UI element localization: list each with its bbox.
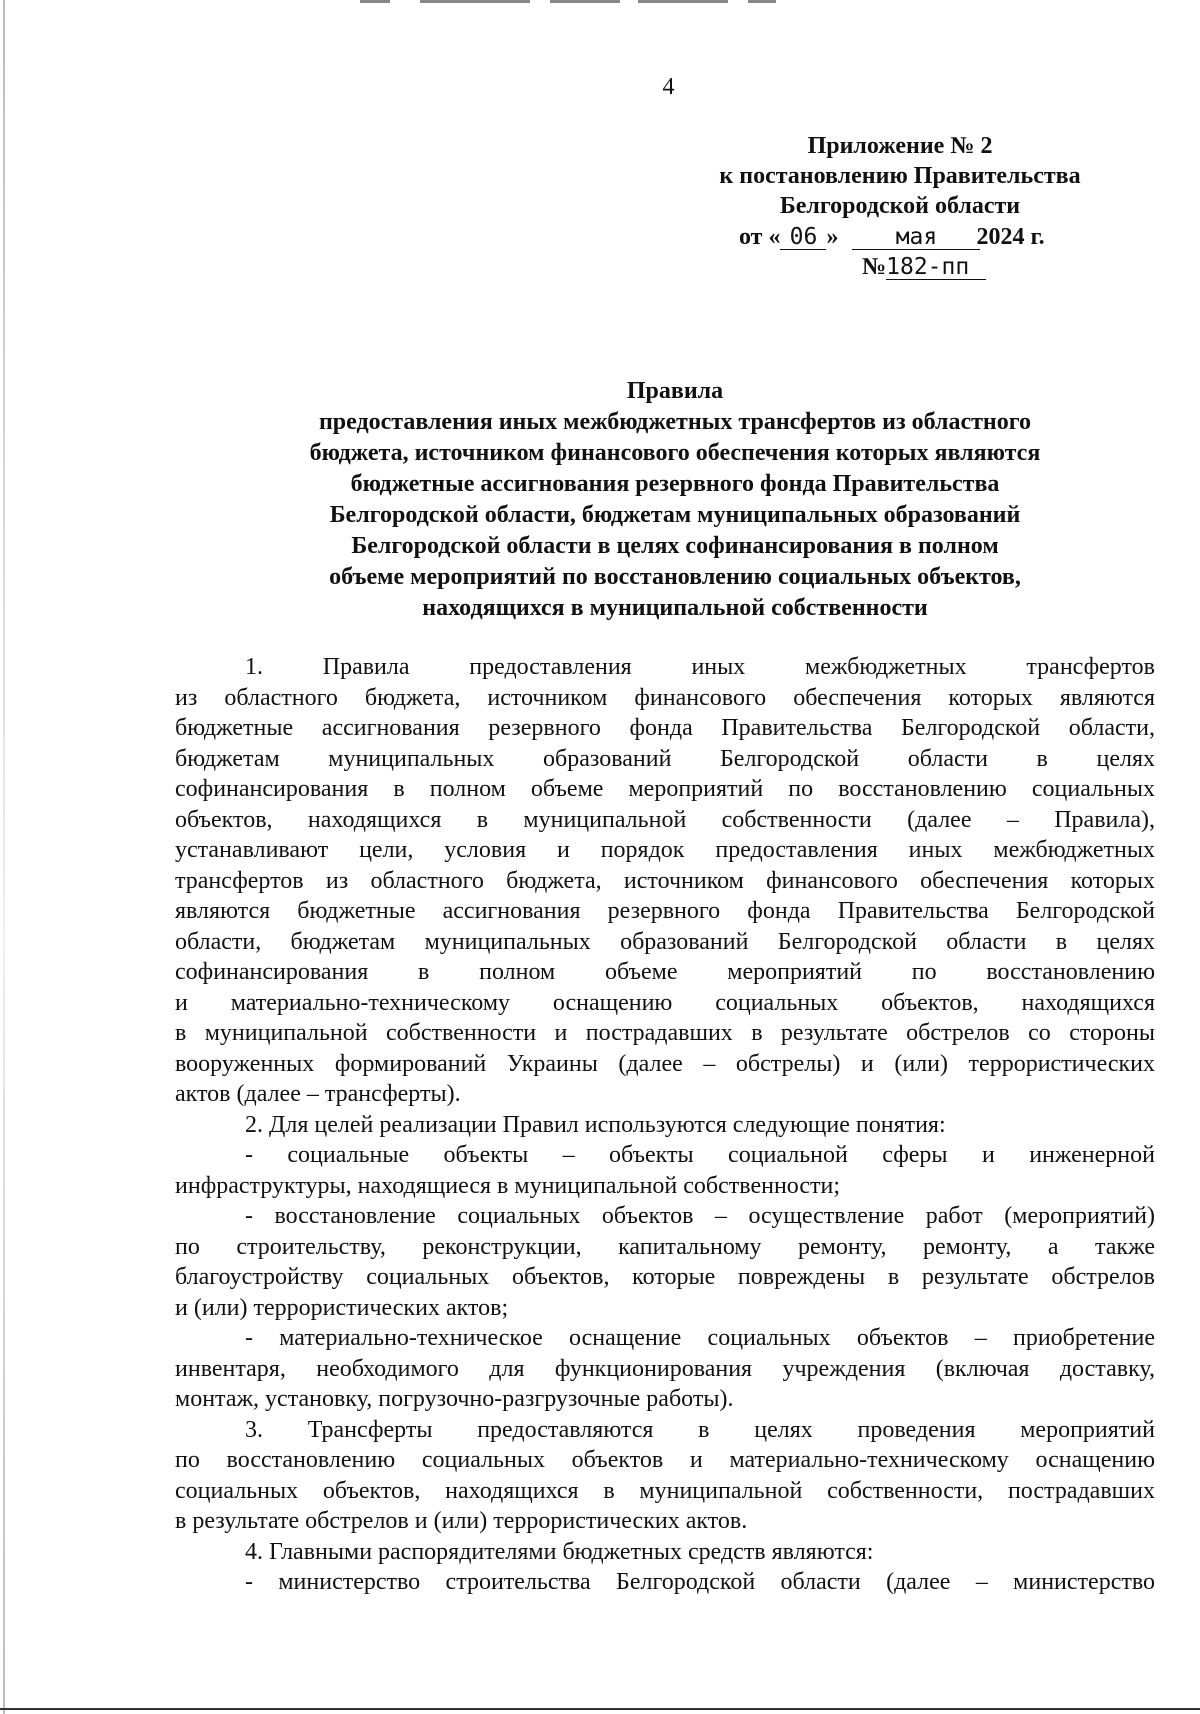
number-prefix: № bbox=[862, 254, 887, 280]
body-line: и материально-техническому оснащению социальных объектов, находящихся bbox=[175, 989, 1155, 1016]
body-line: из областного бюджета, источником финансового обеспечения которых являются bbox=[175, 684, 1155, 711]
appendix-header bbox=[660, 131, 1140, 221]
appendix-number bbox=[862, 254, 986, 281]
body-line: устанавливают цели, условия и порядок предоставления иных межбюджетных bbox=[175, 837, 1155, 863]
body-line: объектов, находящихся в муниципальной собственности (далее – Правила), bbox=[175, 806, 1155, 833]
page-number: 4 bbox=[662, 74, 675, 100]
document-body bbox=[175, 652, 1155, 1598]
date-month: мая bbox=[852, 225, 980, 250]
body-line: софинансирования в полном объеме мероприятий по восстановлению bbox=[175, 959, 1155, 985]
title-line: Белгородской области, бюджетам муниципальных образований bbox=[329, 502, 1021, 528]
scan-top-marks bbox=[360, 0, 780, 3]
body-line: вооруженных формирований Украины (далее – обстрелы) и (или) террористических bbox=[175, 1050, 1155, 1077]
body-line: благоустройству социальных объектов, которые повреждены в результате обстрелов bbox=[175, 1264, 1155, 1290]
body-line: трансфертов из областного бюджета, источником финансового обеспечения которых bbox=[175, 867, 1155, 894]
body-line: по восстановлению социальных объектов и материально-техническому оснащению bbox=[175, 1447, 1155, 1473]
date-year: 2024 г. bbox=[976, 224, 1045, 250]
date-day: 06 bbox=[780, 225, 826, 250]
appendix-region: Белгородской области bbox=[779, 193, 1021, 219]
title-line: объеме мероприятий по восстановлению социальных объектов, bbox=[329, 564, 1021, 590]
body-line: и (или) террористических актов; bbox=[175, 1294, 509, 1321]
body-line: 1. Правила предоставления иных межбюджетных трансфертов bbox=[245, 654, 1155, 680]
body-line: - восстановление социальных объектов – осуществление работ (мероприятий) bbox=[245, 1203, 1155, 1229]
body-line: являются бюджетные ассигнования резервного фонда Правительства Белгородской bbox=[175, 898, 1155, 924]
body-line: актов (далее – трансферты). bbox=[175, 1081, 461, 1107]
scan-bottom-edge bbox=[0, 1708, 1200, 1710]
title-line: бюджета, источником финансового обеспечения которых являются bbox=[309, 440, 1041, 466]
body-line: бюджетные ассигнования резервного фонда Правительства Белгородской области, bbox=[175, 715, 1155, 741]
appendix-title: Приложение № 2 bbox=[807, 133, 993, 159]
body-line: в муниципальной собственности и пострадавших в результате обстрелов со стороны bbox=[175, 1020, 1155, 1046]
body-line: - министерство строительства Белгородской области (далее – министерство bbox=[245, 1569, 1155, 1595]
body-line: монтаж, установку, погрузочно-разгрузочные работы). bbox=[175, 1386, 734, 1412]
body-line: 3. Трансферты предоставляются в целях проведения мероприятий bbox=[245, 1416, 1155, 1443]
number-value: 182-пп bbox=[886, 255, 986, 280]
date-prefix: от « bbox=[739, 224, 781, 250]
body-line: - материально-техническое оснащение социальных объектов – приобретение bbox=[245, 1325, 1155, 1351]
body-line: по строительству, реконструкции, капитальному ремонту, ремонту, а также bbox=[175, 1233, 1155, 1260]
document-title bbox=[170, 376, 1180, 624]
body-line: области, бюджетам муниципальных образований Белгородской области в целях bbox=[175, 928, 1155, 955]
body-line: 2. Для целей реализации Правил используются следующие понятия: bbox=[245, 1111, 946, 1138]
body-line: бюджетам муниципальных образований Белгородской области в целях bbox=[175, 745, 1155, 772]
appendix-date bbox=[739, 224, 1045, 251]
title-line: бюджетные ассигнования резервного фонда Правительства bbox=[350, 471, 1000, 497]
title-line: Белгородской области в целях софинансирования в полном bbox=[351, 533, 999, 559]
body-line: инфраструктуры, находящиеся в муниципальной собственности; bbox=[175, 1172, 841, 1199]
body-line: 4. Главными распорядителями бюджетных средств являются: bbox=[245, 1538, 874, 1565]
appendix-ref: к постановлению Правительства bbox=[719, 163, 1081, 189]
title-line: находящихся в муниципальной собственности bbox=[422, 595, 928, 621]
title-line: предоставления иных межбюджетных трансфертов из областного bbox=[318, 409, 1032, 435]
body-line: софинансирования в полном объеме мероприятий по восстановлению социальных bbox=[175, 776, 1155, 802]
body-line: - социальные объекты – объекты социальной сферы и инженерной bbox=[245, 1142, 1155, 1168]
body-line: в результате обстрелов и (или) террористических актов. bbox=[175, 1508, 748, 1534]
date-quote-close: » bbox=[826, 224, 839, 250]
title-line: Правила bbox=[626, 378, 724, 404]
scan-left-edge bbox=[3, 0, 5, 1714]
body-line: социальных объектов, находящихся в муниципальной собственности, пострадавших bbox=[175, 1477, 1155, 1504]
body-line: инвентаря, необходимого для функционирования учреждения (включая доставку, bbox=[175, 1355, 1155, 1382]
